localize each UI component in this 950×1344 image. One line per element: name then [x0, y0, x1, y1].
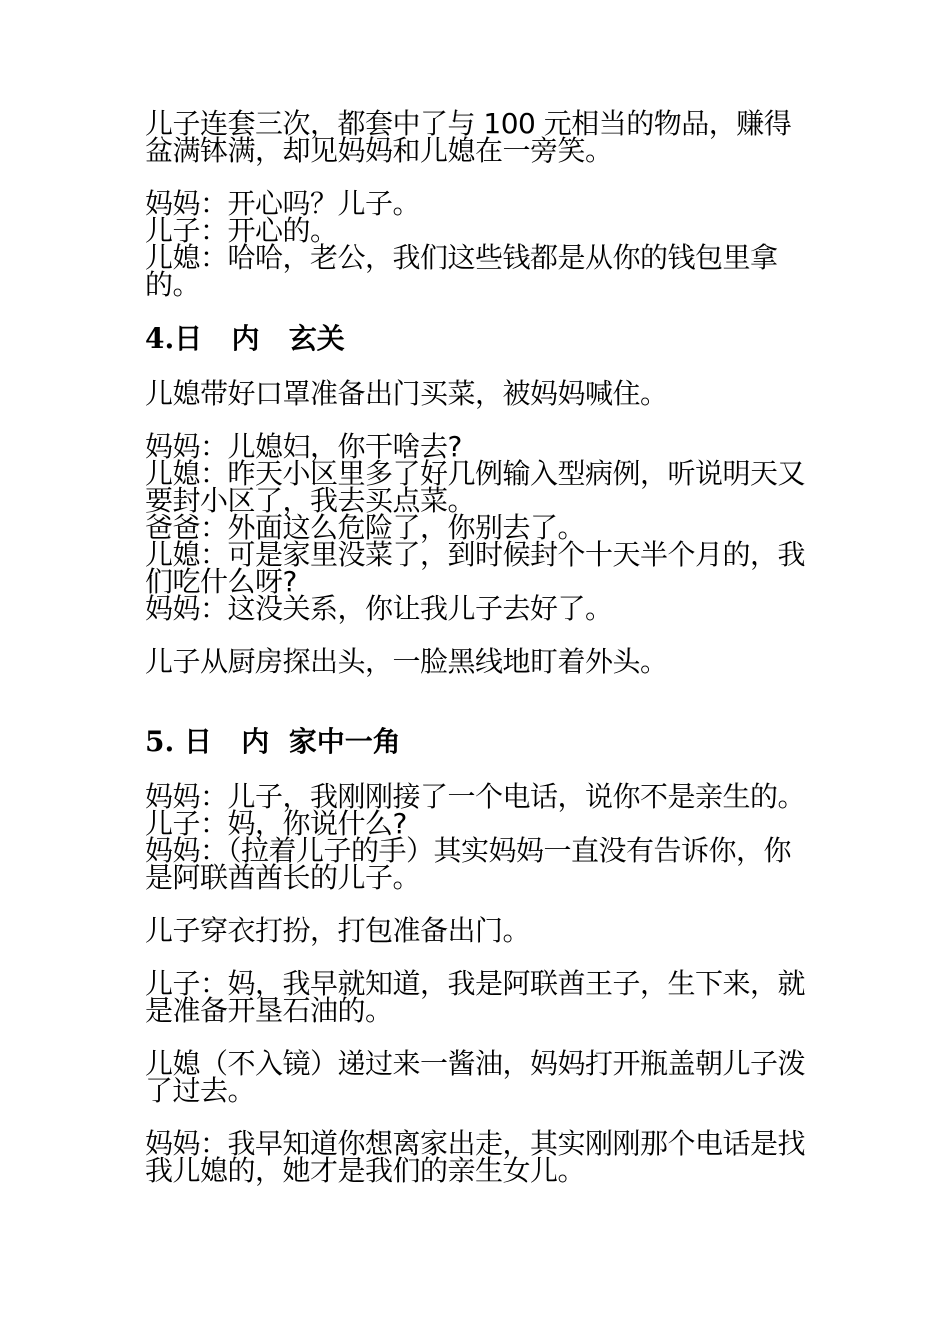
document-page — [145, 107, 815, 1187]
dialogue-line: 妈妈：这没关系，你让我儿子去好了。 — [145, 592, 613, 625]
dialogue-line: 儿媳：哈哈，老公，我们这些钱都是从你的钱包里拿的。 — [145, 241, 778, 301]
dialogue-line: 儿子：开心的。 — [145, 214, 338, 247]
paragraph: 儿子连套三次，都套中了与 100 元相当的物品，赚得盆满钵满，却见妈妈和儿媳在一旁笑。 — [145, 107, 792, 167]
scene-heading: 4.日 内 玄关 — [145, 322, 345, 355]
scene-heading: 5. 日 内 家中一角 — [145, 725, 401, 758]
spacer — [145, 675, 815, 727]
dialogue-line: 爸爸：外面这么危险了，你别去了。 — [145, 511, 586, 544]
dialogue-line: 妈妈：我早知道你想离家出走，其实刚刚那个电话是找我儿媳的，她才是我们的亲生女儿。 — [145, 1127, 806, 1187]
dialogue-line: 妈妈：儿子，我刚刚接了一个电话，说你不是亲生的。 — [145, 780, 806, 813]
paragraph: 儿子从厨房探出头，一脸黑线地盯着外头。 — [145, 645, 668, 678]
dialogue-line: 儿媳：可是家里没菜了，到时候封个十天半个月的，我们吃什么呀? — [145, 538, 806, 598]
dialogue-line: 妈妈：（拉着儿子的手）其实妈妈一直没有告诉你，你是阿联酋酋长的儿子。 — [145, 834, 792, 894]
dialogue-line: 儿媳：昨天小区里多了好几例输入型病例，听说明天又要封小区了，我去买点菜。 — [145, 457, 806, 517]
paragraph: 儿子穿衣打扮，打包准备出门。 — [145, 914, 531, 947]
dialogue-line: 儿子：妈，你说什么? — [145, 807, 407, 840]
dialogue-line: 妈妈：儿媳妇，你干啥去? — [145, 430, 462, 463]
spacer — [145, 298, 815, 324]
dialogue-line: 儿子：妈，我早就知道，我是阿联酋王子，生下来，就是准备开垦石油的。 — [145, 967, 806, 1027]
paragraph: 儿媳带好口罩准备出门买菜，被妈妈喊住。 — [145, 377, 668, 410]
paragraph: 儿媳（不入镜）递过来一酱油，妈妈打开瓶盖朝儿子泼了过去。 — [145, 1047, 806, 1107]
dialogue-line: 妈妈：开心吗？儿子。 — [145, 187, 421, 220]
